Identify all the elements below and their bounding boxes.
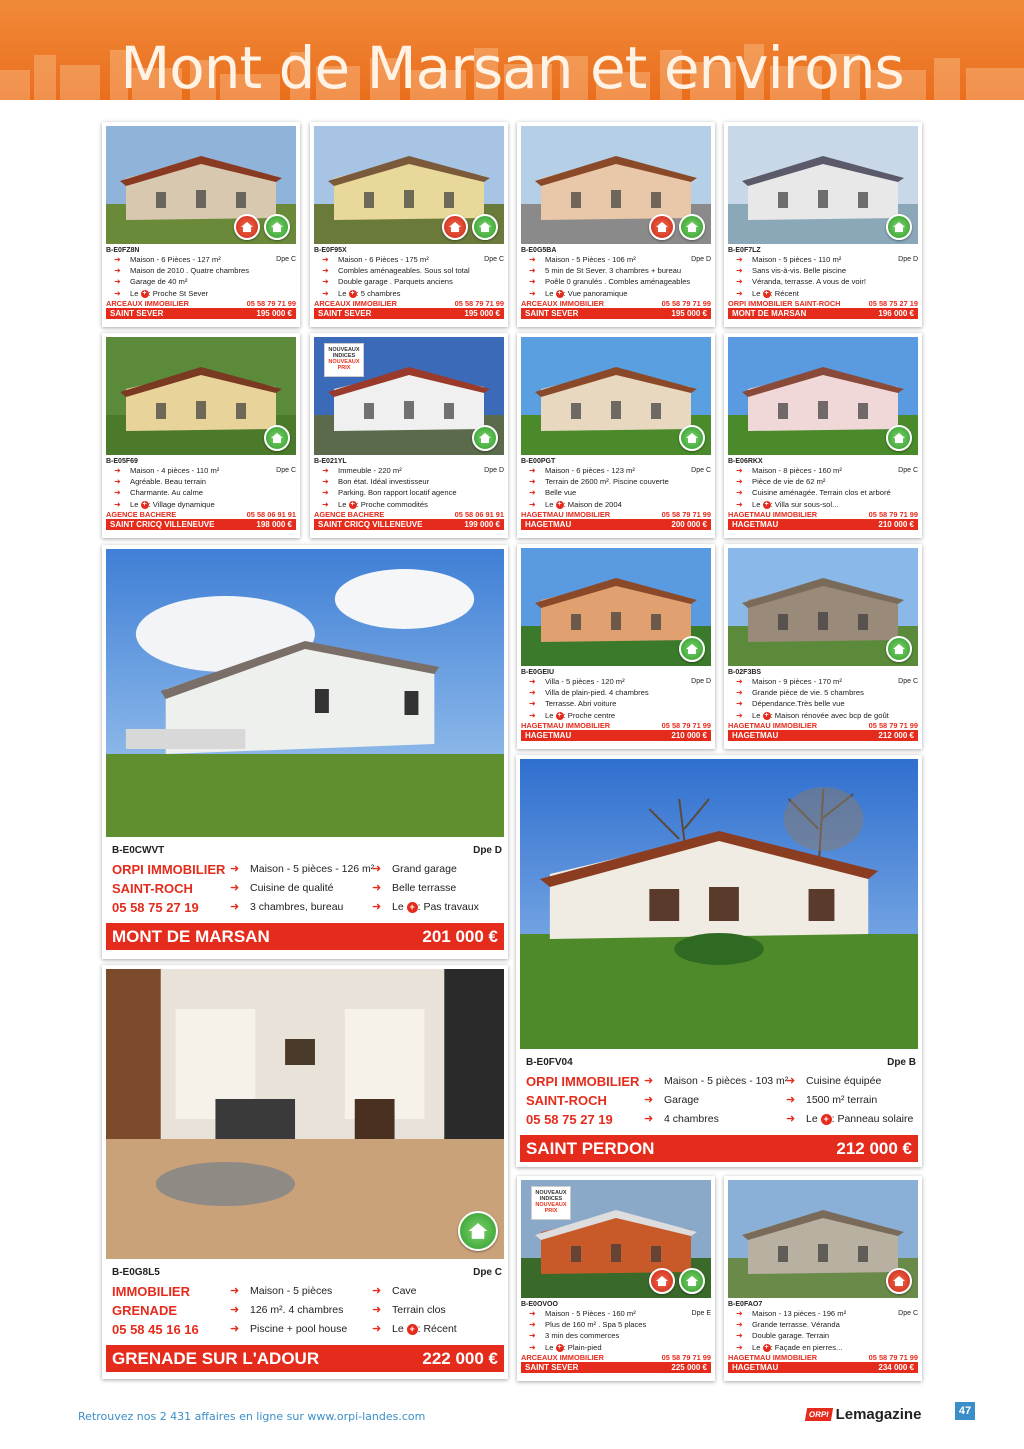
price-bar xyxy=(106,519,296,530)
listing-ref: B-E00PGT xyxy=(521,458,556,465)
plus-line xyxy=(728,710,918,721)
agency-branch: GRENADE xyxy=(112,1303,178,1318)
plus-label: Le xyxy=(130,288,139,298)
feature-line: ➜ Charmante. Au calme xyxy=(106,487,296,498)
feature-line: ➜ 126 m². 4 chambres xyxy=(230,1301,372,1320)
listing-card[interactable] xyxy=(724,122,922,327)
agency-name: ARCEAUX IMMOBILIER xyxy=(106,298,189,308)
plus-icon: + xyxy=(557,500,562,508)
plus-label: Le xyxy=(392,1323,404,1335)
feature-line: ➜ Terrasse. Abri voiture xyxy=(521,698,711,709)
plus-label: Le xyxy=(752,1342,761,1352)
price-label: 199 000 € xyxy=(464,519,500,529)
page-number: 47 xyxy=(955,1402,975,1420)
agency-name: HAGETMAU IMMOBILIER xyxy=(728,1352,818,1362)
listing-ref: B-E0FAO7 xyxy=(728,1301,763,1308)
price-bar xyxy=(521,1362,711,1373)
house-tree-icon xyxy=(679,425,705,451)
plus-text: : Proche commodités xyxy=(356,499,428,509)
plus-line xyxy=(314,499,504,510)
listing-card[interactable] xyxy=(517,122,715,327)
dpe-label: Dpe C xyxy=(898,678,918,685)
agency-name: HAGETMAU IMMOBILIER xyxy=(521,509,611,519)
house-tree-icon xyxy=(679,1268,705,1294)
listing-ref: B-E0F7LZ xyxy=(728,247,761,254)
house-heart-icon xyxy=(234,214,260,240)
listing-photo[interactable] xyxy=(521,337,711,455)
agency-block[interactable] xyxy=(112,860,230,917)
feature-line: ➜ Poêle 0 granulés . Combles aménageables xyxy=(521,276,711,287)
badge-line: INDICES xyxy=(539,1196,563,1202)
feature-line: ➜ 3 chambres, bureau xyxy=(230,898,372,917)
listing-ref: B-E0G8L5 xyxy=(112,1267,160,1278)
listing-ref: B-E0OVOO xyxy=(521,1301,558,1308)
price-label: 195 000 € xyxy=(256,308,292,318)
agency-line[interactable] xyxy=(521,299,711,308)
feature-line: ➜ Maison de 2010 . Quatre chambres xyxy=(106,265,296,276)
feature-line: ➜ Combles aménageables. Sous sol total xyxy=(314,265,504,276)
badge-line: PRIX xyxy=(337,365,351,371)
listing-photo[interactable] xyxy=(106,549,504,837)
plus-text: : Proche St Sever xyxy=(148,288,209,298)
feature-line: ➜ Sans vis-à-vis. Belle piscine xyxy=(728,265,918,276)
badge-line: NOUVEAUX xyxy=(328,347,360,353)
agency-phone[interactable]: 05 58 79 71 99 xyxy=(661,509,711,519)
plus-text: : 5 chambres xyxy=(356,288,401,298)
agency-phone[interactable]: 05 58 75 27 19 xyxy=(112,900,199,915)
listing-card[interactable] xyxy=(724,333,922,538)
plus-text: : Récent xyxy=(417,1323,457,1335)
orpi-logo: ORPI xyxy=(805,1408,833,1421)
agency-phone[interactable]: 05 58 79 71 99 xyxy=(661,1352,711,1362)
listing-photo[interactable] xyxy=(521,548,711,666)
plus-icon: + xyxy=(764,711,769,719)
plus-line xyxy=(521,1342,711,1353)
price-label: 212 000 € xyxy=(836,1139,912,1158)
feature-line: ➜ Parking. Bon rapport locatif agence xyxy=(314,487,504,498)
price-bar xyxy=(314,519,504,530)
price-bar xyxy=(728,308,918,319)
plus-icon: + xyxy=(350,500,355,508)
footer-text[interactable]: Retrouvez nos 2 431 affaires en ligne sur www.orpi-landes.com xyxy=(78,1410,426,1423)
plus-line xyxy=(728,288,918,299)
agency-phone[interactable]: 05 58 79 71 99 xyxy=(246,298,296,308)
price-bar xyxy=(106,308,296,319)
listing-photo[interactable] xyxy=(520,759,918,1049)
agency-name: ARCEAUX IMMOBILIER xyxy=(521,298,604,308)
price-bar xyxy=(106,923,504,950)
listing-photo[interactable] xyxy=(314,337,504,455)
feature-line: ➜ Cuisine aménagée. Terrain clos et arboré xyxy=(728,487,918,498)
agency-line[interactable] xyxy=(106,299,296,308)
feature-line: ➜ Bon état. Idéal investisseur xyxy=(314,476,504,487)
badge-line: PRIX xyxy=(544,1208,558,1214)
agency-line[interactable] xyxy=(106,510,296,519)
agency-phone[interactable]: 05 58 79 71 99 xyxy=(661,298,711,308)
listing-photo[interactable] xyxy=(106,337,296,455)
plus-icon: + xyxy=(407,902,418,913)
city-label: HAGETMAU xyxy=(732,1362,779,1372)
dpe-label: Dpe C xyxy=(473,1267,502,1278)
feature-line: ➜ Villa de plain-pied. 4 chambres xyxy=(521,687,711,698)
feature-line: ➜ Maison - 5 pièces - 110 m² xyxy=(728,254,918,265)
listing-photo[interactable] xyxy=(521,1180,711,1298)
plus-icon: + xyxy=(350,289,355,297)
house-tree-icon xyxy=(458,1211,498,1251)
agency-name: HAGETMAU IMMOBILIER xyxy=(728,509,818,519)
city-label: SAINT SEVER xyxy=(525,308,579,318)
agency-phone[interactable]: 05 58 06 91 91 xyxy=(454,509,504,519)
agency-phone[interactable]: 05 58 79 71 99 xyxy=(454,298,504,308)
house-tree-icon xyxy=(472,425,498,451)
plus-line xyxy=(372,898,479,917)
agency-block[interactable] xyxy=(526,1072,644,1129)
plus-text: : Village dynamique xyxy=(148,499,215,509)
plus-text: : Villa sur sous-sol... xyxy=(770,499,839,509)
feature-line: ➜ Maison - 9 pièces - 170 m² xyxy=(728,676,918,687)
agency-line[interactable] xyxy=(728,510,918,519)
badge-line: NOUVEAUX xyxy=(328,359,360,365)
feature-line: ➜ Maison - 13 pièces - 196 m² xyxy=(728,1308,918,1319)
dpe-label: Dpe D xyxy=(691,678,711,685)
listing-card[interactable] xyxy=(102,122,300,327)
plus-label: Le xyxy=(545,499,554,509)
dpe-label: Dpe C xyxy=(484,256,504,263)
plus-icon: + xyxy=(764,1343,769,1351)
agency-phone[interactable]: 05 58 79 71 99 xyxy=(868,1352,918,1362)
listing-photo[interactable] xyxy=(728,337,918,455)
listing-ref: B-E0F95X xyxy=(314,247,347,254)
price-label: 198 000 € xyxy=(256,519,292,529)
feature-line: ➜ Maison - 6 pièces - 123 m² xyxy=(521,465,711,476)
plus-label: Le xyxy=(752,710,761,720)
listing-photo[interactable] xyxy=(728,126,918,244)
listing-photo[interactable] xyxy=(314,126,504,244)
price-bar xyxy=(106,1345,504,1372)
page-title: Mont de Marsan et environs xyxy=(120,34,904,100)
listing-ref: B-E021YL xyxy=(314,458,347,465)
dpe-label: Dpe E xyxy=(691,1310,711,1317)
agency-line[interactable] xyxy=(728,721,918,730)
house-tree-icon xyxy=(264,425,290,451)
city-label: SAINT SEVER xyxy=(525,1362,579,1372)
feature-line: ➜ Double garage . Parquets anciens xyxy=(314,276,504,287)
feature-line: ➜ Maison - 5 Pièces - 160 m² xyxy=(521,1308,711,1319)
dpe-label: Dpe C xyxy=(898,467,918,474)
house-tree-icon xyxy=(886,425,912,451)
listing-photo[interactable] xyxy=(521,126,711,244)
dpe-label: Dpe D xyxy=(484,467,504,474)
plus-label: Le xyxy=(545,1342,554,1352)
agency-phone[interactable]: 05 58 79 71 99 xyxy=(661,720,711,730)
badge-line: INDICES xyxy=(332,353,356,359)
price-bar xyxy=(521,730,711,741)
price-label: 196 000 € xyxy=(878,308,914,318)
price-label: 212 000 € xyxy=(878,730,914,740)
plus-label: Le xyxy=(752,288,761,298)
agency-name: ORPI IMMOBILIER SAINT-ROCH xyxy=(728,298,841,308)
price-label: 195 000 € xyxy=(671,308,707,318)
price-label: 225 000 € xyxy=(671,1362,707,1372)
plus-line xyxy=(521,499,711,510)
feature-line: ➜ 4 chambres xyxy=(644,1110,786,1129)
agency-branch: SAINT-ROCH xyxy=(112,881,193,896)
city-label: SAINT SEVER xyxy=(110,308,164,318)
agency-name: ARCEAUX IMMOBILIER xyxy=(314,298,397,308)
price-bar xyxy=(520,1135,918,1162)
agency-line[interactable] xyxy=(521,1353,711,1362)
feature-line: ➜ Belle terrasse xyxy=(372,879,479,898)
listing-ref: B-E0GEIU xyxy=(521,669,555,676)
listing-photo[interactable] xyxy=(728,548,918,666)
feature-line: ➜ 5 min de St Sever. 3 chambres + bureau xyxy=(521,265,711,276)
house-tree-icon xyxy=(886,636,912,662)
price-label: 201 000 € xyxy=(422,927,498,946)
listing-card[interactable] xyxy=(724,1176,922,1381)
agency-phone[interactable]: 05 58 06 91 91 xyxy=(246,509,296,519)
house-tree-icon xyxy=(679,636,705,662)
listing-ref: B-E0CWVT xyxy=(112,845,165,856)
feature-line: ➜ Dépendance.Très belle vue xyxy=(728,698,918,709)
plus-label: Le xyxy=(392,901,404,913)
city-label: SAINT SEVER xyxy=(318,308,372,318)
plus-icon: + xyxy=(821,1114,832,1125)
listing-ref: B-E0FZ8N xyxy=(106,247,140,254)
price-label: 222 000 € xyxy=(422,1349,498,1368)
plus-line xyxy=(106,499,296,510)
plus-icon: + xyxy=(142,289,147,297)
page-header xyxy=(0,0,1024,100)
plus-icon: + xyxy=(764,500,769,508)
plus-line xyxy=(521,288,711,299)
listing-card-featured[interactable] xyxy=(516,755,922,1167)
plus-label: Le xyxy=(806,1113,818,1125)
feature-line: ➜ Garage de 40 m² xyxy=(106,276,296,287)
plus-label: Le xyxy=(338,499,347,509)
feature-line: ➜ Grande pièce de vie. 5 chambres xyxy=(728,687,918,698)
feature-line: ➜ Belle vue xyxy=(521,487,711,498)
new-price-badge xyxy=(531,1186,571,1220)
feature-line: ➜ Maison - 5 pièces xyxy=(230,1282,372,1301)
dpe-label: Dpe C xyxy=(691,467,711,474)
agency-phone[interactable]: 05 58 75 27 19 xyxy=(868,298,918,308)
magazine-name: Lemagazine xyxy=(835,1405,922,1423)
agency-phone[interactable]: 05 58 75 27 19 xyxy=(526,1112,613,1127)
badge-line: NOUVEAUX xyxy=(535,1190,567,1196)
plus-line xyxy=(728,499,918,510)
plus-text: : Proche centre xyxy=(563,710,616,720)
price-bar xyxy=(521,308,711,319)
plus-text: : Maison de 2004 xyxy=(563,499,622,509)
plus-text: : Maison rénovée avec bcp de goût xyxy=(770,710,889,720)
city-label: MONT DE MARSAN xyxy=(732,308,807,318)
house-heart-icon xyxy=(442,214,468,240)
plus-icon: + xyxy=(142,500,147,508)
city-label: MONT DE MARSAN xyxy=(112,927,270,946)
house-heart-icon xyxy=(886,1268,912,1294)
listing-card[interactable] xyxy=(102,333,300,538)
plus-icon: + xyxy=(557,289,562,297)
plus-label: Le xyxy=(545,710,554,720)
agency-name: HAGETMAU IMMOBILIER xyxy=(521,720,611,730)
dpe-label: Dpe C xyxy=(276,256,296,263)
dpe-label: Dpe C xyxy=(898,1310,918,1317)
listing-photo[interactable] xyxy=(106,126,296,244)
plus-text: : Pas travaux xyxy=(417,901,479,913)
agency-branch: SAINT-ROCH xyxy=(526,1093,607,1108)
house-heart-icon xyxy=(649,214,675,240)
price-bar xyxy=(521,519,711,530)
feature-line: ➜ Maison - 5 Pièces - 106 m² xyxy=(521,254,711,265)
plus-icon: + xyxy=(764,289,769,297)
plus-text: : Façade en pierres... xyxy=(770,1342,843,1352)
feature-line: ➜ Maison - 6 Pièces - 127 m² xyxy=(106,254,296,265)
feature-line: ➜ Maison - 6 Pièces - 175 m² xyxy=(314,254,504,265)
feature-line: ➜ Grand garage xyxy=(372,860,479,879)
feature-line: ➜ Garage xyxy=(644,1091,786,1110)
agency-line[interactable] xyxy=(728,299,918,308)
plus-icon: + xyxy=(407,1324,418,1335)
agency-name: ORPI IMMOBILIER xyxy=(526,1074,640,1089)
feature-line: ➜ Plus de 160 m² . Spa 5 places xyxy=(521,1319,711,1330)
city-label: HAGETMAU xyxy=(732,519,779,529)
plus-line xyxy=(372,1320,457,1339)
price-label: 234 000 € xyxy=(878,1362,914,1372)
plus-label: Le xyxy=(545,288,554,298)
listing-card[interactable] xyxy=(517,333,715,538)
agency-name: AGENCE BACHERE xyxy=(314,509,385,519)
house-tree-icon xyxy=(679,214,705,240)
house-tree-icon xyxy=(472,214,498,240)
feature-line: ➜ 3 min des commerces xyxy=(521,1330,711,1341)
city-label: SAINT PERDON xyxy=(526,1139,655,1158)
feature-line: ➜ Pièce de vie de 62 m² xyxy=(728,476,918,487)
listing-ref: B-E0G5BA xyxy=(521,247,557,254)
agency-phone[interactable]: 05 58 79 71 99 xyxy=(868,509,918,519)
plus-line xyxy=(521,710,711,721)
agency-phone[interactable]: 05 58 45 16 16 xyxy=(112,1322,199,1337)
price-bar xyxy=(728,519,918,530)
house-tree-icon xyxy=(264,214,290,240)
feature-line: ➜ Cave xyxy=(372,1282,457,1301)
agency-line[interactable] xyxy=(521,510,711,519)
dpe-label: Dpe D xyxy=(473,845,502,856)
listing-ref: B-02F3BS xyxy=(728,669,762,676)
agency-name: ARCEAUX IMMOBILIER xyxy=(521,1352,604,1362)
badge-line: NOUVEAUX xyxy=(535,1202,567,1208)
plus-line xyxy=(106,288,296,299)
agency-line[interactable] xyxy=(728,1353,918,1362)
feature-line: ➜ 1500 m² terrain xyxy=(786,1091,913,1110)
listing-card[interactable] xyxy=(724,544,922,749)
plus-line xyxy=(314,288,504,299)
city-label: GRENADE SUR L'ADOUR xyxy=(112,1349,320,1368)
listing-card[interactable] xyxy=(517,544,715,749)
dpe-label: Dpe B xyxy=(887,1057,916,1068)
feature-line: ➜ Terrain clos xyxy=(372,1301,457,1320)
listing-ref: B-E06RKX xyxy=(728,458,763,465)
house-heart-icon xyxy=(649,1268,675,1294)
feature-line: ➜ Agréable. Beau terrain xyxy=(106,476,296,487)
feature-line: ➜ Double garage. Terrain xyxy=(728,1330,918,1341)
price-label: 200 000 € xyxy=(671,519,707,529)
feature-line: ➜ Piscine + pool house xyxy=(230,1320,372,1339)
listing-photo[interactable] xyxy=(728,1180,918,1298)
agency-name: HAGETMAU IMMOBILIER xyxy=(728,720,818,730)
agency-name: IMMOBILIER xyxy=(112,1284,190,1299)
plus-line xyxy=(728,1342,918,1353)
city-label: SAINT CRICQ VILLENEUVE xyxy=(110,519,215,529)
orpi-magazine-logo xyxy=(806,1404,921,1424)
city-label: SAINT CRICQ VILLENEUVE xyxy=(318,519,423,529)
listing-card[interactable] xyxy=(310,122,508,327)
price-label: 195 000 € xyxy=(464,308,500,318)
plus-line xyxy=(786,1110,913,1129)
feature-line: ➜ Maison - 4 pièces - 110 m² xyxy=(106,465,296,476)
price-bar xyxy=(728,1362,918,1373)
feature-line: ➜ Véranda, terrasse. A vous de voir! xyxy=(728,276,918,287)
city-label: HAGETMAU xyxy=(525,519,572,529)
listing-ref: B-E0FV04 xyxy=(526,1057,573,1068)
plus-text: : Récent xyxy=(770,288,799,298)
plus-icon: + xyxy=(557,711,562,719)
plus-text: : Vue panoramique xyxy=(563,288,628,298)
feature-line: ➜ Cuisine de qualité xyxy=(230,879,372,898)
feature-line: ➜ Maison - 5 pièces - 103 m² xyxy=(644,1072,786,1091)
feature-line: ➜ Terrain de 2600 m². Piscine couverte xyxy=(521,476,711,487)
feature-line: ➜ Maison - 8 pièces - 160 m² xyxy=(728,465,918,476)
feature-line: ➜ Maison - 5 pièces - 126 m² xyxy=(230,860,372,879)
feature-line: ➜ Villa - 5 pièces - 120 m² xyxy=(521,676,711,687)
dpe-label: Dpe D xyxy=(898,256,918,263)
dpe-label: Dpe D xyxy=(691,256,711,263)
new-price-badge xyxy=(324,343,364,377)
plus-label: Le xyxy=(130,499,139,509)
agency-name: AGENCE BACHERE xyxy=(106,509,177,519)
plus-label: Le xyxy=(752,499,761,509)
feature-line: ➜ Grande terrasse. Véranda xyxy=(728,1319,918,1330)
agency-line[interactable] xyxy=(314,510,504,519)
agency-block[interactable] xyxy=(112,1282,230,1339)
plus-label: Le xyxy=(338,288,347,298)
city-label: HAGETMAU xyxy=(525,730,572,740)
plus-icon: + xyxy=(557,1343,562,1351)
listing-card[interactable] xyxy=(517,1176,715,1381)
plus-text: : Plain-pied xyxy=(563,1342,602,1352)
agency-line[interactable] xyxy=(314,299,504,308)
dpe-label: Dpe C xyxy=(276,467,296,474)
price-bar xyxy=(314,308,504,319)
listing-ref: B-E05F69 xyxy=(106,458,138,465)
listing-card[interactable] xyxy=(310,333,508,538)
plus-text: : Panneau solaire xyxy=(831,1113,914,1125)
house-tree-icon xyxy=(886,214,912,240)
agency-name: ORPI IMMOBILIER xyxy=(112,862,226,877)
feature-line: ➜ Immeuble - 220 m² xyxy=(314,465,504,476)
price-label: 210 000 € xyxy=(878,519,914,529)
agency-phone[interactable]: 05 58 79 71 99 xyxy=(868,720,918,730)
price-bar xyxy=(728,730,918,741)
listing-card-featured[interactable] xyxy=(102,545,508,959)
feature-line: ➜ Cuisine équipée xyxy=(786,1072,913,1091)
listing-card-featured[interactable] xyxy=(102,965,508,1379)
agency-line[interactable] xyxy=(521,721,711,730)
listing-photo[interactable] xyxy=(106,969,504,1259)
city-label: HAGETMAU xyxy=(732,730,779,740)
price-label: 210 000 € xyxy=(671,730,707,740)
